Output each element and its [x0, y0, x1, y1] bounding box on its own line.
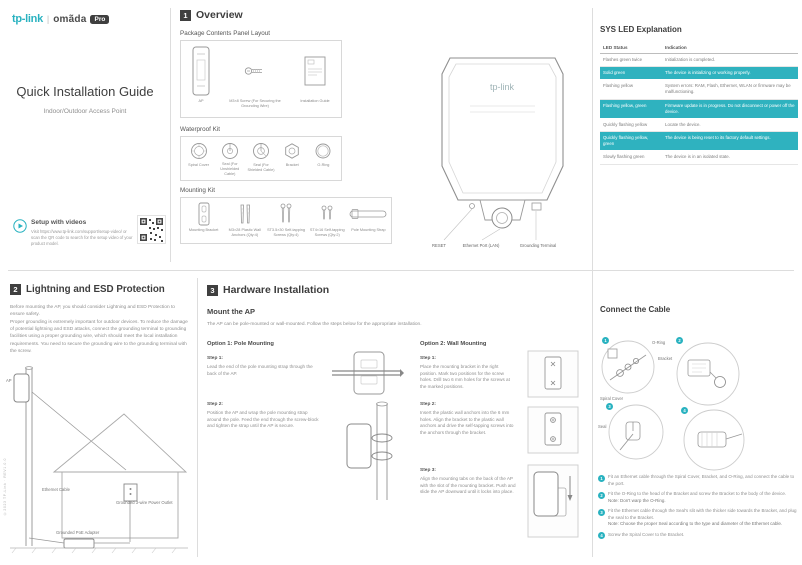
indication-cell: System errors: RAM, Flash, Ethernet, WLAN or firmware may be malfunctioning.	[662, 80, 798, 99]
screw-icon	[244, 45, 266, 97]
wall-anchors-icon	[237, 202, 253, 226]
package-item-guide	[291, 45, 339, 114]
access-point-illustration	[420, 48, 585, 248]
option2-step1-text: Place the mounting bracket in the right position. Mark two positions for the screw holes. Drill two 6 mm holes for the screws at the marked positions.	[420, 364, 510, 389]
indication-cell: Locate the device.	[662, 118, 798, 131]
waterproof-item	[245, 141, 276, 177]
indication-cell: Firmware update is in progress. Do not disconnect or power off the device.	[662, 99, 798, 118]
table-row	[600, 80, 798, 99]
setup-videos-text: Visit https://www.tp-link.com/support/setup-video/ or scan the QR code to search for the setup video of your product model.	[31, 229, 133, 246]
connect-step-2	[598, 491, 800, 504]
connect-step-text: Screw the Spiral Cover to the Bracket.	[608, 531, 685, 537]
waterproof-item-label: O-Ring	[317, 163, 330, 167]
table-row	[600, 151, 798, 164]
lightning-title: Lightning and ESD Protection	[26, 284, 165, 295]
indication-cell: The device is in an isolated state.	[662, 151, 798, 164]
brand-separator: |	[46, 14, 50, 24]
callout-reset: RESET	[432, 243, 446, 248]
waterproof-item	[277, 141, 308, 177]
divider-right-column	[592, 8, 593, 557]
waterproof-kit-title: Waterproof Kit	[180, 126, 221, 133]
table-row	[600, 132, 798, 151]
option2-title: Option 2: Wall Mounting	[420, 341, 487, 347]
mounting-item-label: ST3.5×30 Self-tapping Screws (Qty:4)	[267, 228, 305, 237]
overview-heading	[180, 9, 243, 21]
column-header-led-status: LED Status	[600, 42, 662, 54]
lightning-paragraph-2: Proper grounding is extremely important for outdoor devices. To reduce the damage of potential lightning and ESD attacks, connect the grounding terminal to grounding facilities using a proper grounding wire, which should meet the local installation requirements. You need to secure the grounding wire to the grounding terminal with the screw.	[10, 320, 188, 354]
connect-step-1	[598, 474, 800, 487]
ap-panel-icon	[189, 45, 213, 97]
mounting-item	[183, 202, 224, 240]
option2-step1-label: Step 1:	[420, 356, 436, 361]
connect-step-3	[598, 508, 800, 528]
hardware-heading	[207, 284, 329, 296]
mounting-kit-box	[180, 197, 392, 244]
diagram-label-outlet: Grounded 3-wire Power Outlet	[116, 500, 173, 505]
o-ring-icon	[314, 141, 332, 161]
diagram-label-spiral-cover: Spiral Cover	[600, 396, 624, 401]
waterproof-item-label: Bracket	[285, 163, 299, 167]
mounting-item-label: Pole Mounting Strap	[351, 228, 386, 232]
package-item-label: Installation Guide	[300, 99, 330, 103]
table-row	[600, 99, 798, 118]
seal-shielded-icon	[252, 141, 270, 161]
package-item-label: AP	[198, 99, 204, 103]
option2-step3-text: Align the mounting tabs on the back of the AP with the slot of the mounting bracket. Push and slide the AP downward until it locks into place.	[420, 476, 516, 495]
page-title: Quick Installation Guide	[16, 84, 154, 99]
diagram-step-badge-1: 1	[602, 337, 609, 344]
option1-step1-text: Lead the end of the pole mounting strap through the back of the AP.	[207, 364, 313, 376]
column-header-indication: Indication	[662, 42, 798, 54]
step-number-badge: 3	[598, 509, 605, 516]
tplink-logo: tp-link	[12, 13, 43, 25]
mounting-kit-title: Mounting Kit	[180, 187, 216, 194]
table-row	[600, 67, 798, 80]
led-status-cell: Flashing yellow	[600, 80, 662, 99]
package-contents-box	[180, 40, 342, 118]
step-number-badge: 2	[598, 492, 605, 499]
led-status-cell: Flashes green twice	[600, 54, 662, 67]
overview-number-badge: 1	[180, 10, 191, 21]
mounting-item-label: M3×28 Plastic Wall Anchors (Qty:4)	[228, 228, 261, 237]
bracket-icon	[283, 141, 301, 161]
connect-step-text: Fit the O-Ring to the head of the Bracket and screw the Bracket to the body of the device.	[608, 491, 787, 497]
indication-cell: The device is being reset to its factory default settings.	[662, 132, 798, 151]
hardware-number-badge: 3	[207, 285, 218, 296]
waterproof-item	[183, 141, 214, 177]
mounting-bracket-icon	[197, 202, 211, 226]
spiral-cover-icon	[190, 141, 208, 161]
play-icon	[13, 219, 27, 233]
mounting-item	[265, 202, 306, 240]
option1-step1-label: Step 1:	[207, 356, 223, 361]
option1-step2-text: Position the AP and wrap the pole mounting strap around the pole. Feed the end through the screw-block and tighten the strap until the AP is secure.	[207, 410, 319, 429]
mounting-item	[224, 202, 265, 240]
connect-cable-diagram	[596, 322, 802, 472]
lightning-number-badge: 2	[10, 284, 21, 295]
omada-logo: omãda	[53, 13, 87, 25]
overview-title: Overview	[196, 9, 243, 21]
hardware-title: Hardware Installation	[223, 284, 330, 296]
diagram-step-badge-4: 4	[681, 407, 688, 414]
mounting-item-label: ST4×16 Self-tapping Screws (Qty:2)	[309, 228, 345, 237]
option2-step2-text: Insert the plastic wall anchors into the 6 mm holes. Align the bracket to the plastic wall anchors and drive the self-tapping screws into the anchors through the bracket.	[420, 410, 514, 435]
led-status-cell: Slowly flashing green	[600, 151, 662, 164]
option1-title: Option 1: Pole Mounting	[207, 341, 274, 347]
edition-note: ©2023 TP-Link · REV1.0.0	[3, 457, 7, 515]
package-item-screw	[219, 45, 291, 114]
step-number-badge: 4	[598, 532, 605, 539]
connect-step-text: Fit the Ethernet cable through the Seal's slit with the thicker side towards the Bracket, and plug the seal to the Bracket.	[608, 508, 797, 520]
divider-title-overview	[170, 8, 171, 262]
waterproof-kit-box	[180, 136, 342, 181]
qr-code	[137, 215, 166, 244]
lightning-heading	[10, 284, 165, 295]
diagram-label-bracket: Bracket	[658, 356, 673, 361]
callout-grounding-terminal: Grounding Terminal	[519, 243, 557, 248]
table-row	[600, 54, 798, 67]
mount-intro: The AP can be pole-mounted or wall-mounted. Follow the steps below for the appropriate installation.	[207, 322, 422, 327]
lightning-paragraph-1: Before mounting the AP, you should consider Lightning and ESD Protection to ensure safety.	[10, 305, 175, 318]
pole-strap-icon	[348, 202, 388, 226]
sys-led-table	[600, 42, 798, 165]
connect-step-text: Fit an Ethernet cable through the Spiral Cover, Bracket, and O-Ring, and connect the cable to the port.	[608, 474, 795, 486]
option2-step2-label: Step 2:	[420, 402, 436, 407]
indication-cell: The device is initializing or working properly.	[662, 67, 798, 80]
pole-step2-illustration	[335, 400, 405, 504]
waterproof-item-label: Seal (For Unshielded Cable)	[220, 162, 240, 177]
package-item-label: M3×8 Screw (For Securing the Grounding Wire)	[229, 99, 281, 108]
diagram-label-ap: AP	[6, 378, 12, 383]
wall-step2-illustration	[522, 404, 584, 456]
connect-step-note: Note: Choose the proper Seal according to the type and diameter of the Ethernet cable.	[608, 521, 783, 527]
waterproof-item-label: Spiral Cover	[188, 163, 210, 167]
led-status-cell: Flashing yellow, green	[600, 99, 662, 118]
mount-the-ap-title: Mount the AP	[207, 307, 256, 316]
diagram-step-badge-3: 3	[606, 403, 613, 410]
pole-step1-illustration	[328, 348, 404, 398]
setup-videos-title: Setup with videos	[31, 219, 87, 226]
waterproof-item	[214, 141, 245, 177]
diagram-label-ethernet-cable: Ethernet Cable	[42, 487, 70, 492]
seal-unshielded-icon	[221, 141, 239, 160]
diagram-label-poe-adapter: Grounded PoE Adapter	[56, 530, 100, 535]
led-status-cell: Quickly flashing yellow, green	[600, 132, 662, 151]
brand-logo	[12, 13, 109, 25]
pro-badge: Pro	[90, 15, 109, 24]
device-logo-text: tp-link	[489, 82, 515, 92]
diagram-label-seal: Seal	[598, 424, 607, 429]
installation-guide-icon	[303, 45, 327, 97]
self-tapping-screws-short-icon	[319, 202, 335, 226]
wall-step3-illustration	[522, 462, 584, 540]
connect-cable-title: Connect the Cable	[600, 305, 671, 314]
step-number-badge: 1	[598, 475, 605, 482]
connect-step-note: Note: Don't warp the O-Ring.	[608, 497, 666, 503]
diagram-label-oring: O-Ring	[652, 340, 666, 345]
table-header-row	[600, 42, 798, 54]
table-row	[600, 118, 798, 131]
page-subtitle: Indoor/Outdoor Access Point	[43, 108, 127, 115]
package-contents-title: Package Contents Panel Layout	[180, 30, 270, 37]
led-status-cell: Quickly flashing yellow	[600, 118, 662, 131]
callout-ethernet-port: Ethernet Port (LAN)	[462, 243, 500, 248]
indication-cell: Initialization is completed.	[662, 54, 798, 67]
connect-step-4	[598, 532, 800, 540]
divider-bottom-left	[197, 278, 198, 557]
waterproof-item-label: Seal (For Shielded Cable)	[247, 163, 275, 172]
divider-horizontal	[8, 270, 794, 271]
self-tapping-screws-icon	[278, 202, 294, 226]
diagram-step-badge-2: 2	[676, 337, 683, 344]
mounting-item	[307, 202, 348, 240]
waterproof-item	[308, 141, 339, 177]
sys-led-title: SYS LED Explanation	[600, 25, 682, 34]
connect-steps-list	[598, 474, 800, 543]
package-item-ap	[183, 45, 219, 114]
wall-step1-illustration	[522, 348, 584, 400]
grounding-diagram	[6, 362, 192, 558]
mounting-item-label: Mounting Bracket	[188, 228, 219, 232]
option1-step2-label: Step 2:	[207, 402, 223, 407]
option2-step3-label: Step 3:	[420, 468, 436, 473]
mounting-item	[348, 202, 389, 240]
led-status-cell: Solid green	[600, 67, 662, 80]
